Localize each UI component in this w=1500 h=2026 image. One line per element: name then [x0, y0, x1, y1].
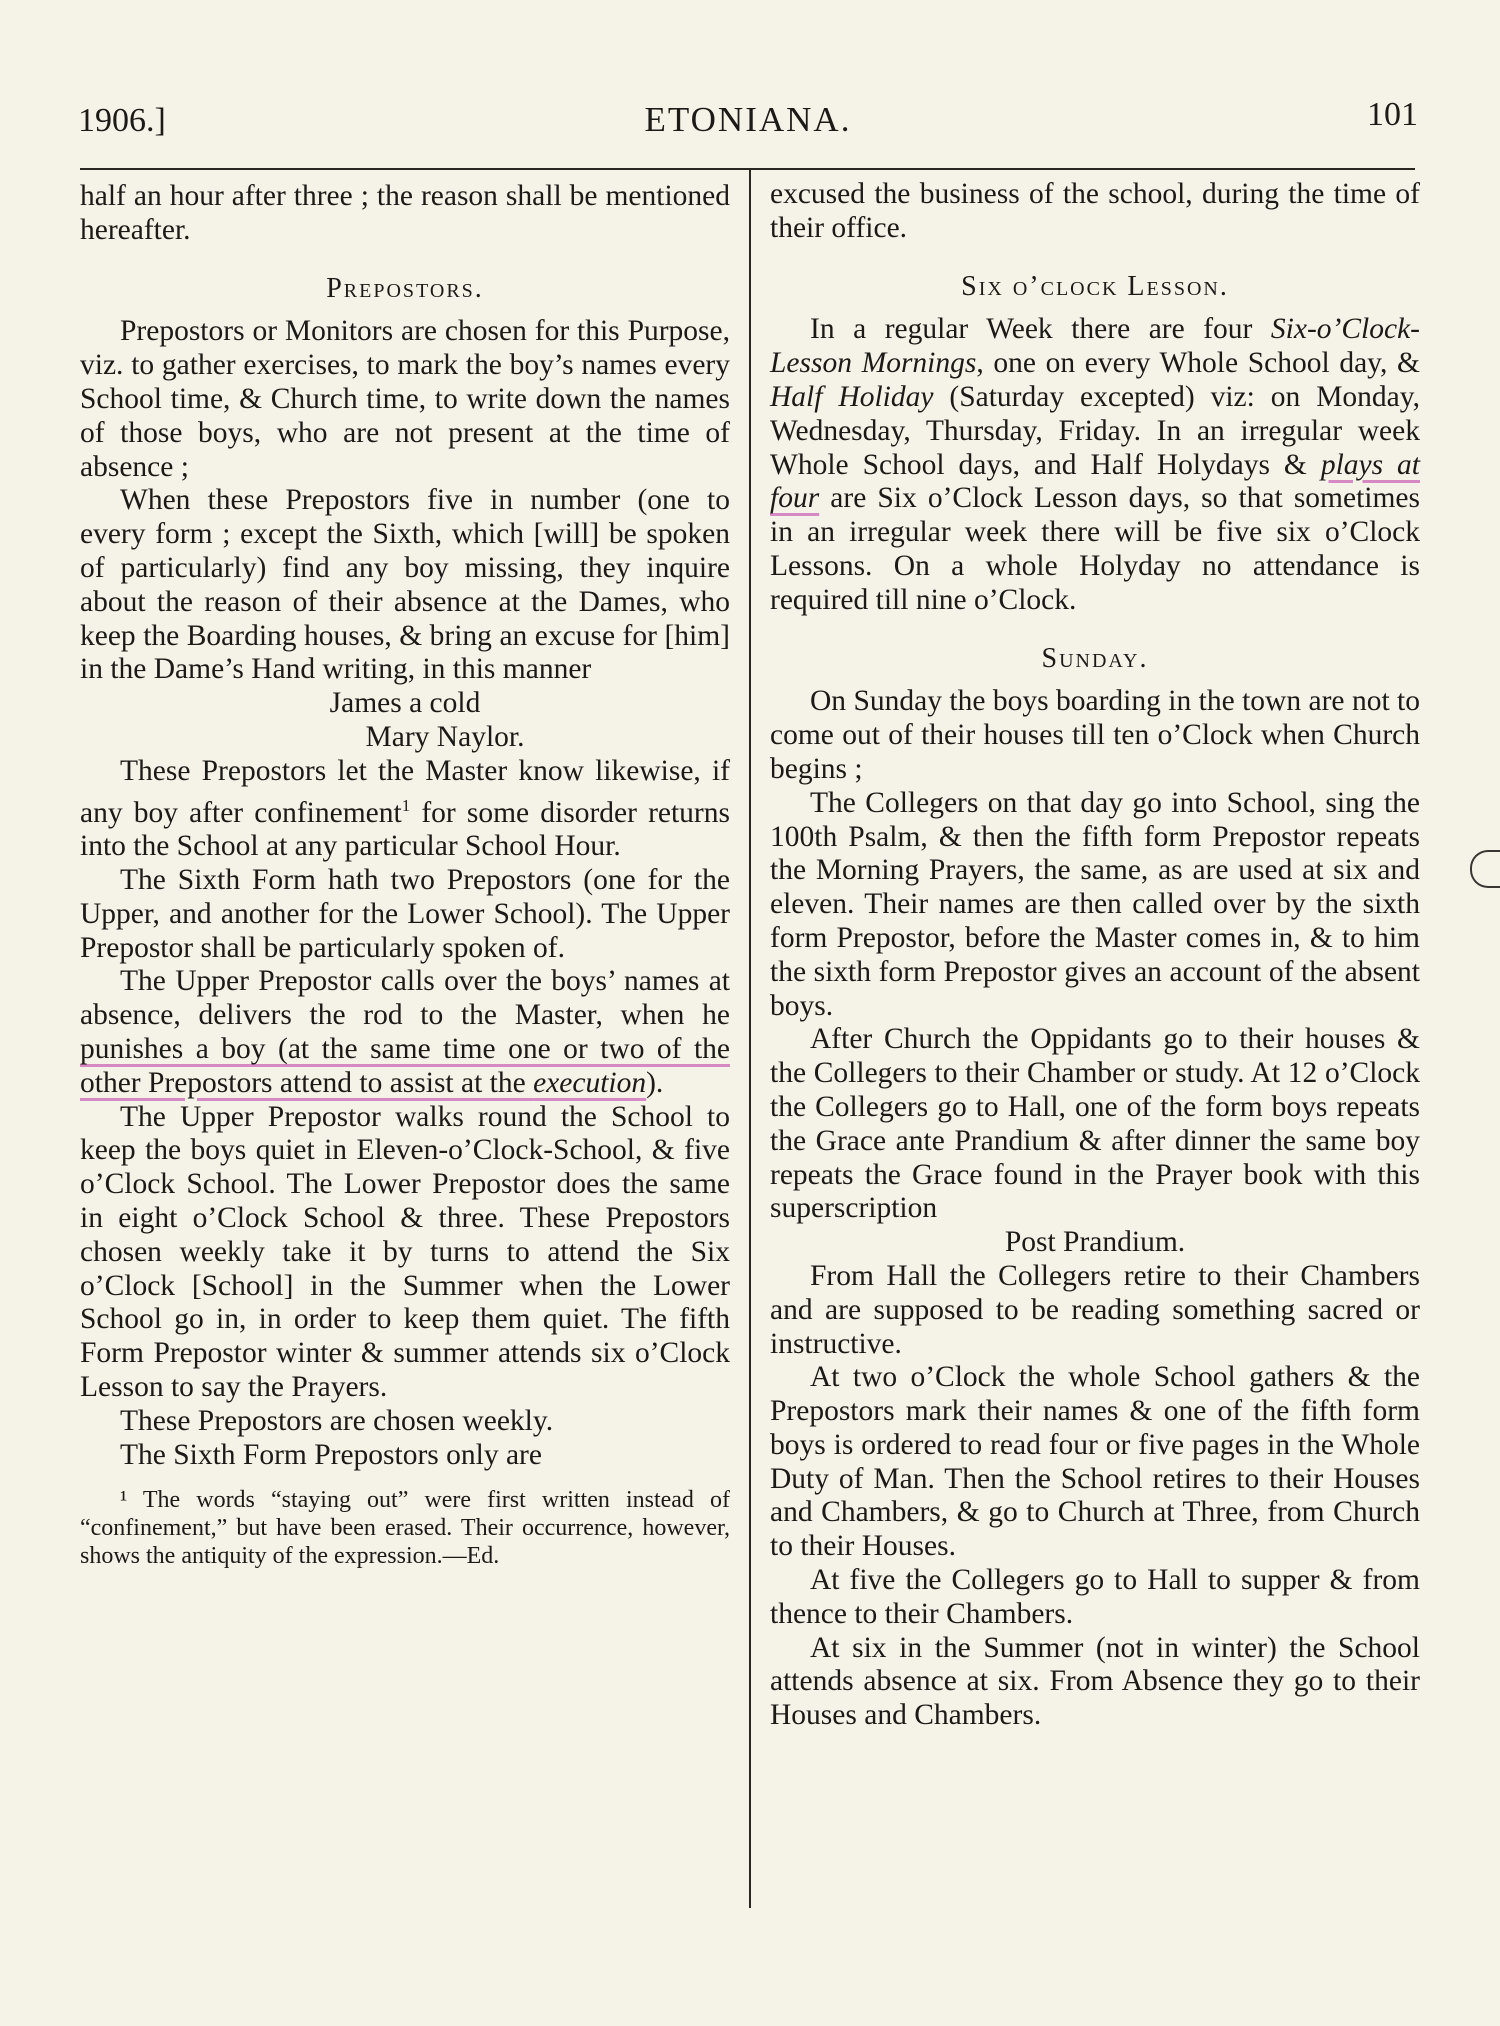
paragraph: excused the business of the school, during the time of their office. [770, 178, 1420, 244]
italic-text: execution [533, 1066, 647, 1099]
italic-text: Half Holiday [770, 380, 934, 413]
note-line: James a cold [329, 687, 481, 720]
text-run: , one on every Whole School day, & [976, 347, 1420, 380]
paragraph: At six in the Summer (not in winter) the School attends absence at six. From Absence they go to their Houses and Chambers. [770, 1631, 1420, 1732]
paragraph: half an hour after three ; the reason shall be mentioned hereafter. [80, 180, 730, 246]
text-run: for some disorder returns into the School at any particular School Hour. [80, 796, 730, 863]
footnote: ¹ The words “staying out” were first written instead of “confinement,” but have been erased. Their occurrence, however, shows the antiquity of the expression.—Ed. [80, 1487, 730, 1570]
column-divider [749, 168, 751, 1908]
paragraph: At five the Collegers go to Hall to supper & from thence to their Chambers. [770, 1564, 1420, 1630]
section-heading-six-oclock: Six o’clock Lesson. [961, 270, 1229, 302]
paragraph: On Sunday the boys boarding in the town are not to come out of their houses till ten o’Clock when Church begins ; [770, 685, 1420, 785]
paragraph: Prepostors or Monitors are chosen for this Purpose, viz. to gather exercises, to mark the boy’s names every School time, & Church time, to write down the names of those boys, who are not present at the time of absence ; [80, 315, 730, 483]
paragraph: These Prepostors are chosen weekly. [120, 1404, 554, 1437]
left-column [80, 180, 730, 1570]
text-run: (Saturday excepted) viz: on Monday, Wednesday, Thursday, Friday. In an irregular week Whole School days, and Half Holydays & [770, 380, 1420, 481]
paragraph [80, 755, 730, 864]
footnote-marker: 1 [401, 795, 411, 815]
paragraph: At two o’Clock the whole School gathers & the Prepostors mark their names & one of the fifth form boys is ordered to read four or five pages in the Whole Duty of Man. Then the School retires to their Houses and Chambers, & go to Church at Three, from Church to their Houses. [770, 1361, 1420, 1563]
note-signature: Mary Naylor. [365, 720, 525, 753]
paragraph: The Sixth Form Prepostors only are [120, 1438, 542, 1471]
paragraph: The Upper Prepostor walks round the School to keep the boys quiet in Eleven-o’Clock-School, & five o’Clock School. The Lower Prepostor does the same in eight o’Clock School & three. These Prepostors chosen weekly take it by turns to attend the Six o’Clock [School] in the Summer when the Lower School go in, in order to keep them quiet. The fifth Form Prepostor winter & summer attends six o’Clock Lesson to say the Prayers. [80, 1100, 730, 1403]
paragraph: From Hall the Collegers retire to their Chambers and are supposed to be reading something sacred or instructive. [770, 1259, 1420, 1360]
paragraph: When these Prepostors five in number (one to every form ; except the Sixth, which [will] be spoken of particularly) find any boy missing, they inquire about the reason of their absence at the Dames, who keep the Boarding houses, & bring an excuse for [him] in the Dame’s Hand writing, in this manner [80, 484, 730, 686]
paragraph [770, 313, 1420, 617]
text-run: are Six o’Clock Lesson days, so that sometimes in an irregular week there will be five six o’Clock Lessons. On a whole Holyday no attendance is required till nine o’Clock. [770, 482, 1420, 616]
text-run: ). [646, 1066, 664, 1099]
paragraph [80, 965, 730, 1100]
highlighted-text [80, 1033, 730, 1099]
page-number: 101 [1367, 96, 1418, 133]
header-year: 1906.] [78, 102, 166, 139]
binding-mark [1470, 850, 1500, 888]
paragraph: The Collegers on that day go into School, sing the 100th Psalm, & then the fifth form Prepostor repeats the Morning Prayers, the same, as are used at six and eleven. Their names are then called over by the sixth form Prepostor, before the Master comes in, & to him the sixth form Prepostor gives an account of the absent boys. [770, 786, 1420, 1022]
page-header [78, 92, 1418, 152]
section-heading-prepostors: Prepostors. [326, 272, 484, 304]
highlighted-italic-text: plays at four [770, 448, 1420, 515]
text-run: These Prepostors let the Master know likewise, if any boy after confinement [80, 754, 730, 829]
paragraph: After Church the Oppidants go to their houses & the Collegers to their Chamber or study. At 12 o’Clock the Collegers go to Hall, one of the form boys repeats the Grace ante Prandium & after dinner the same boy repeats the Grace found in the Prayer book with this superscription [770, 1023, 1420, 1225]
section-heading-sunday: Sunday. [1041, 642, 1149, 674]
post-prandium-label: Post Prandium. [1004, 1226, 1186, 1259]
paragraph: The Sixth Form hath two Prepostors (one for the Upper, and another for the Lower School). The Upper Prepostor shall be particularly spoken of. [80, 863, 730, 964]
italic-text: Six-o’Clock-Lesson Mornings [770, 313, 1420, 380]
text-run: punishes a boy (at the same time one or two of the other Prepostors attend to assist at the [80, 1032, 730, 1099]
running-title: ETONIANA. [644, 100, 852, 139]
right-column [770, 178, 1420, 1733]
text-run: In a regular Week there are four [810, 313, 1271, 346]
header-rule [80, 168, 1415, 170]
text-run: The Upper Prepostor calls over the boys’ names at absence, delivers the rod to the Master, when he [80, 965, 730, 1032]
